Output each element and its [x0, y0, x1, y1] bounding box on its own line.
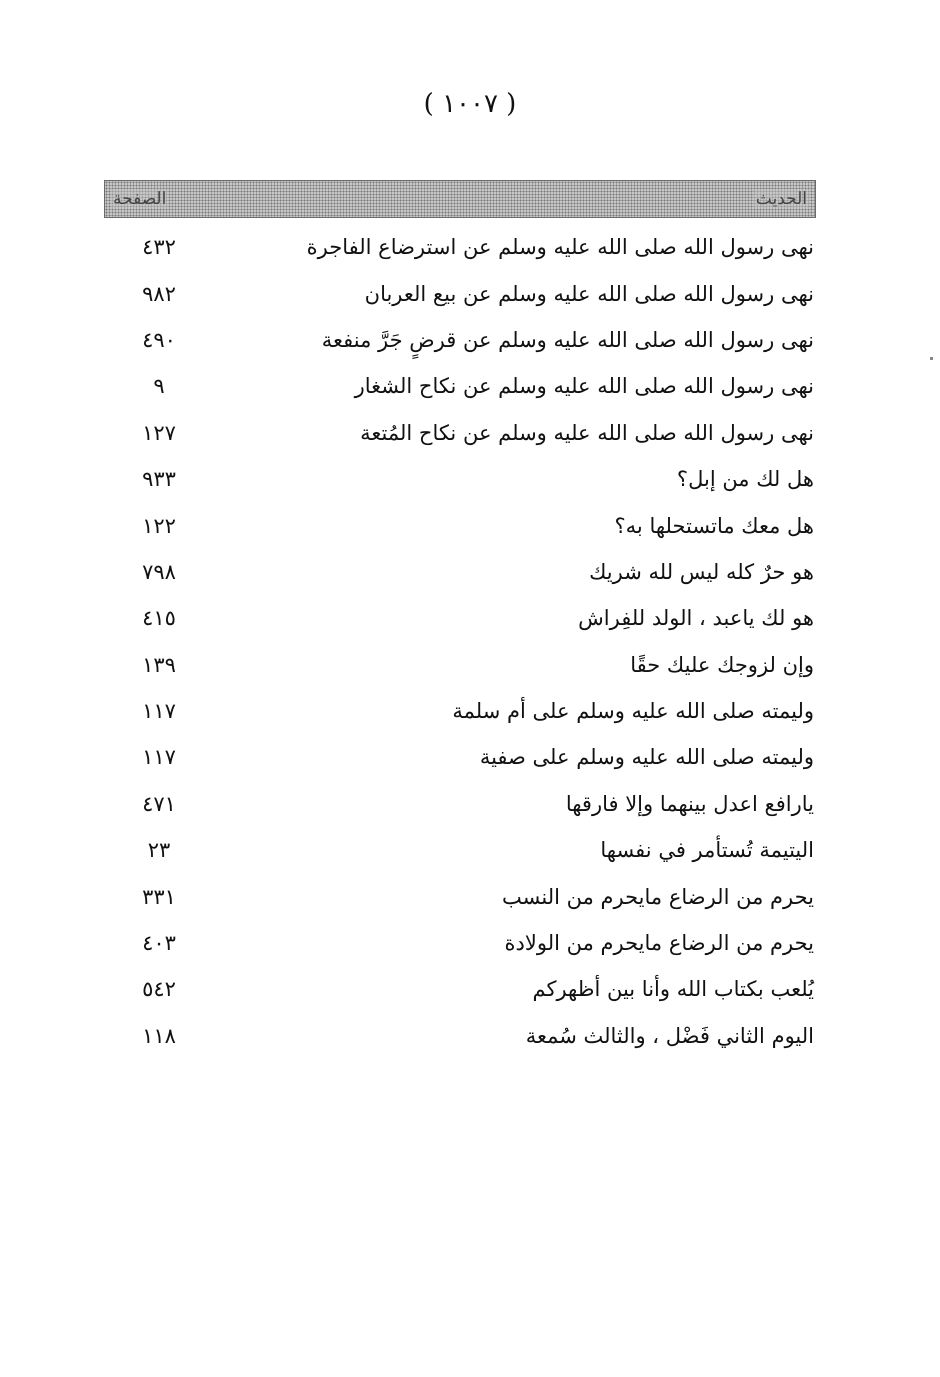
page-reference: ٣٣١: [142, 884, 176, 909]
page-reference: ٢٣: [147, 838, 171, 863]
page-reference: ٤٠٣: [142, 931, 176, 956]
hadith-index-table: [104, 180, 816, 1059]
page-reference: ١٢٢: [142, 513, 176, 538]
page-reference: ٩٨٢: [142, 281, 176, 306]
page-reference: ٩: [153, 374, 165, 399]
page-reference: ٤٩٠: [142, 327, 176, 352]
table-row: [104, 966, 816, 1012]
header-page-label: الصفحة: [113, 189, 167, 209]
hadith-text: يحرم من الرضاع مايحرم من النسب: [502, 884, 814, 909]
table-row: [104, 549, 816, 595]
table-row: [104, 502, 816, 548]
table-rows: [104, 224, 816, 1059]
header-hadith-label: الحديث: [755, 189, 807, 209]
page-reference: ٩٣٣: [142, 467, 176, 492]
hadith-text: يحرم من الرضاع مايحرم من الولادة: [504, 931, 814, 956]
hadith-text: هو حرٌ كله ليس لله شريك: [589, 559, 814, 584]
page-reference: ١١٧: [142, 699, 176, 724]
hadith-text: وليمته صلى الله عليه وسلم على أم سلمة: [452, 699, 814, 724]
hadith-text: وليمته صلى الله عليه وسلم على صفية: [479, 745, 814, 770]
table-row: [104, 827, 816, 873]
table-row: [104, 456, 816, 502]
page-reference: ٤٣٢: [142, 235, 176, 260]
hadith-text: نهى رسول الله صلى الله عليه وسلم عن استرضاع الفاجرة: [306, 235, 814, 260]
page-reference: ١١٨: [142, 1023, 176, 1048]
hadith-text: يارافع اعدل بينهما وإلا فارقها: [565, 791, 814, 816]
hadith-text: يُلعب بكتاب الله وأنا بين أظهركم: [532, 977, 814, 1002]
hadith-text: هل معك ماتستحلها به؟: [614, 513, 814, 538]
hadith-text: نهى رسول الله صلى الله عليه وسلم عن قرضٍ جَرَّ منفعة: [321, 327, 814, 352]
hadith-text: اليوم الثاني فَضْل ، والثالث سُمعة: [525, 1023, 814, 1048]
hadith-text: نهى رسول الله صلى الله عليه وسلم عن نكاح المُتعة: [360, 420, 814, 445]
table-row: [104, 781, 816, 827]
table-row: [104, 1013, 816, 1059]
page-reference: ١٢٧: [142, 420, 176, 445]
table-row: [104, 920, 816, 966]
page-reference: ١٣٩: [142, 652, 176, 677]
page-reference: ٤٧١: [142, 791, 176, 816]
table-row: [104, 688, 816, 734]
page-reference: ٧٩٨: [142, 559, 176, 584]
hadith-text: هو لك ياعبد ، الولد للفِراش: [578, 606, 814, 631]
margin-speck: [930, 357, 933, 360]
table-row: [104, 317, 816, 363]
page-reference: ٤١٥: [142, 606, 176, 631]
hadith-text: وإن لزوجك عليك حقًا: [630, 652, 814, 677]
table-row: [104, 595, 816, 641]
table-header: [104, 180, 816, 218]
hadith-text: نهى رسول الله صلى الله عليه وسلم عن نكاح الشغار: [354, 374, 814, 399]
table-row: [104, 642, 816, 688]
table-row: [104, 734, 816, 780]
hadith-text: اليتيمة تُستأمر في نفسها: [600, 838, 814, 863]
table-row: [104, 270, 816, 316]
table-row: [104, 363, 816, 409]
page-reference: ١١٧: [142, 745, 176, 770]
page-reference: ٥٤٢: [142, 977, 176, 1002]
hadith-text: هل لك من إبل؟: [676, 467, 814, 492]
table-row: [104, 873, 816, 919]
table-row: [104, 410, 816, 456]
table-row: [104, 224, 816, 270]
hadith-text: نهى رسول الله صلى الله عليه وسلم عن بيع العربان: [364, 281, 814, 306]
page-number: ( ١٠٠٧ ): [423, 89, 517, 119]
